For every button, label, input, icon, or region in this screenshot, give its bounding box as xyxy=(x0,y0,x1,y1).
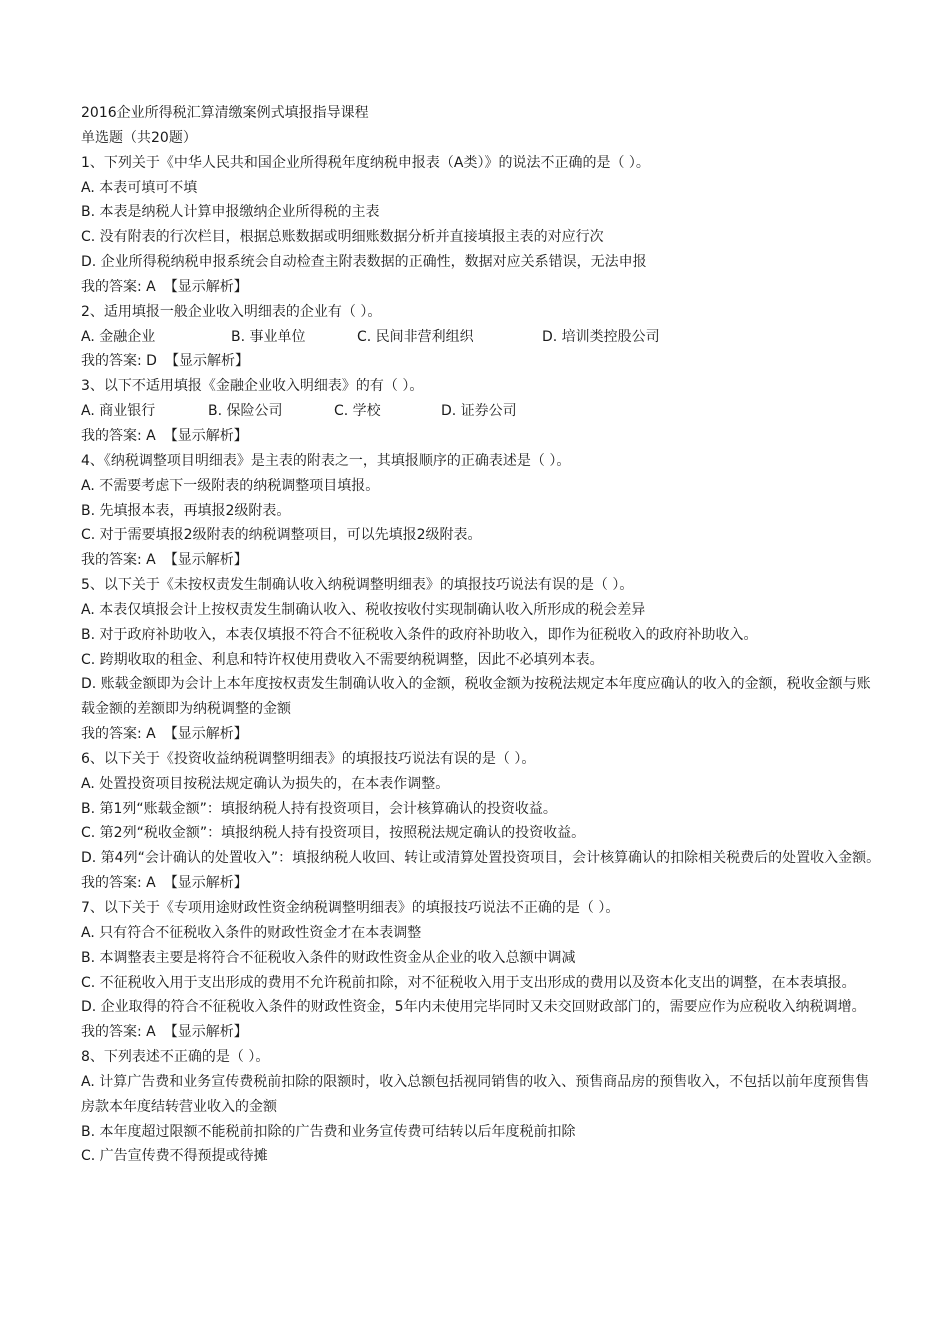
option-c: C. 跨期收取的租金、利息和特许权使用费收入不需要纳税调整，因此不必填列本表。 xyxy=(81,651,604,668)
option-b: B. 对于政府补助收入，本表仅填报不符合不征税收入条件的政府补助收入，即作为征税收入的政府补助收入。 xyxy=(81,626,758,643)
answer-value: A xyxy=(146,278,156,295)
option-b: B. 本调整表主要是将符合不征税收入条件的财政性资金从企业的收入总额中调减 xyxy=(81,949,576,966)
answer-row xyxy=(81,871,881,896)
show-explanation-link[interactable]: 【显示解析】 xyxy=(163,278,248,295)
option-row xyxy=(81,399,881,424)
question-stem: 2、适用填报一般企业收入明细表的企业有（ ）。 xyxy=(81,303,382,320)
option-b: B. 本年度超过限额不能税前扣除的广告费和业务宣传费可结转以后年度税前扣除 xyxy=(81,1123,576,1140)
option-c: C. 不征税收入用于支出形成的费用不允许税前扣除，对不征税收入用于支出形成的费用以及资本化支出的调整，在本表填报。 xyxy=(81,974,856,991)
answer-value: A xyxy=(146,1024,156,1041)
option-c: C. 对于需要填报2级附表的纳税调整项目，可以先填报2级附表。 xyxy=(81,527,482,544)
option-c: C. 第2列“税收金额”：填报纳税人持有投资项目，按照税法规定确认的投资收益。 xyxy=(81,825,586,842)
question-stem: 8、下列表述不正确的是（ ）。 xyxy=(81,1049,270,1066)
answer-row xyxy=(81,275,881,300)
answer-row xyxy=(81,349,881,374)
option-a: A. 不需要考虑下一级附表的纳税调整项目填报。 xyxy=(81,477,380,494)
section-heading: 单选题（共20题） xyxy=(81,129,197,146)
answer-row xyxy=(81,1020,881,1045)
question-stem: 6、以下关于《投资收益纳税调整明细表》的填报技巧说法有误的是（ ）。 xyxy=(81,750,536,767)
answer-label: 我的答案: A xyxy=(81,552,156,569)
answer-value: A xyxy=(146,726,156,743)
question-stem: 3、以下不适用填报《金融企业收入明细表》的有（ ）。 xyxy=(81,378,424,395)
answer-row xyxy=(81,722,881,747)
question-stem: 4、《纳税调整项目明细表》是主表的附表之一，其填报顺序的正确表述是（ ）。 xyxy=(81,452,571,469)
answer-label: 我的答案: D xyxy=(81,353,157,370)
option-a: A. 本表仅填报会计上按权责发生制确认收入、税收按收付实现制确认收入所形成的税会差异 xyxy=(81,601,646,618)
option-b: B. 第1列“账载金额”：填报纳税人持有投资项目，会计核算确认的投资收益。 xyxy=(81,800,557,817)
option-d: D. 证券公司 xyxy=(441,403,517,420)
option-d: D. 培训类控股公司 xyxy=(542,328,660,345)
answer-label: 我的答案: A xyxy=(81,427,156,444)
option-c: C. 民间非营利组织 xyxy=(357,328,474,345)
show-explanation-link[interactable]: 【显示解析】 xyxy=(163,427,248,444)
answer-label: 我的答案: A xyxy=(81,875,156,892)
document-page xyxy=(81,101,881,1169)
option-a: A. 本表可填可不填 xyxy=(81,179,198,196)
option-c: C. 学校 xyxy=(334,403,381,420)
option-d: D. 企业所得税纳税申报系统会自动检查主附表数据的正确性，数据对应关系错误，无法申报 xyxy=(81,254,647,271)
show-explanation-link[interactable]: 【显示解析】 xyxy=(164,353,249,370)
option-a: A. 金融企业 xyxy=(81,328,156,345)
option-a: A. 商业银行 xyxy=(81,403,156,420)
option-a: A. 处置投资项目按税法规定确认为损失的，在本表作调整。 xyxy=(81,775,450,792)
show-explanation-link[interactable]: 【显示解析】 xyxy=(163,875,248,892)
option-b: B. 事业单位 xyxy=(231,328,306,345)
option-b: B. 本表是纳税人计算申报缴纳企业所得税的主表 xyxy=(81,204,380,221)
answer-row xyxy=(81,424,881,449)
option-c: C. 没有附表的行次栏目，根据总账数据或明细账数据分析并直接填报主表的对应行次 xyxy=(81,229,604,246)
question-stem: 5、以下关于《未按权责发生制确认收入纳税调整明细表》的填报技巧说法有误的是（ ）。 xyxy=(81,577,634,594)
doc-title: 2016企业所得税汇算清缴案例式填报指导课程 xyxy=(81,105,369,121)
answer-label: 我的答案: A xyxy=(81,726,156,743)
answer-value: A xyxy=(146,875,156,892)
answer-value: D xyxy=(146,353,157,370)
option-a: A. 计算广告费和业务宣传费税前扣除的限额时，收入总额包括视同销售的收入、预售商品房的预售收入，不包括以前年度预售售房款本年度结转营业收入的金额 xyxy=(81,1073,870,1115)
answer-value: A xyxy=(146,552,156,569)
option-d: D. 账载金额即为会计上本年度按权责发生制确认收入的金额，税收金额为按税法规定本年度应确认的收入的金额，税收金额与账载金额的差额即为纳税调整的金额 xyxy=(81,676,871,718)
option-d: D. 企业取得的符合不征税收入条件的财政性资金，5年内未使用完毕同时又未交回财政部门的，需要应作为应税收入纳税调增。 xyxy=(81,999,866,1016)
question-stem: 1、下列关于《中华人民共和国企业所得税年度纳税申报表（A类）》的说法不正确的是（ ）。 xyxy=(81,154,650,171)
question-stem: 7、以下关于《专项用途财政性资金纳税调整明细表》的填报技巧说法不正确的是（ ）。 xyxy=(81,900,620,916)
option-c: C. 广告宣传费不得预提或待摊 xyxy=(81,1148,268,1165)
show-explanation-link[interactable]: 【显示解析】 xyxy=(163,552,248,569)
answer-label: 我的答案: A xyxy=(81,1024,156,1041)
option-row xyxy=(81,325,881,350)
option-b: B. 先填报本表，再填报2级附表。 xyxy=(81,502,291,519)
option-a: A. 只有符合不征税收入条件的财政性资金才在本表调整 xyxy=(81,924,422,941)
option-d: D. 第4列“会计确认的处置收入”：填报纳税人收回、转让或清算处置投资项目，会计核算确认的扣除相关税费后的处置收入金额。 xyxy=(81,850,881,867)
show-explanation-link[interactable]: 【显示解析】 xyxy=(163,726,248,743)
answer-row xyxy=(81,548,881,573)
show-explanation-link[interactable]: 【显示解析】 xyxy=(163,1024,248,1041)
answer-label: 我的答案: A xyxy=(81,278,156,295)
option-b: B. 保险公司 xyxy=(208,403,283,420)
answer-value: A xyxy=(146,427,156,444)
